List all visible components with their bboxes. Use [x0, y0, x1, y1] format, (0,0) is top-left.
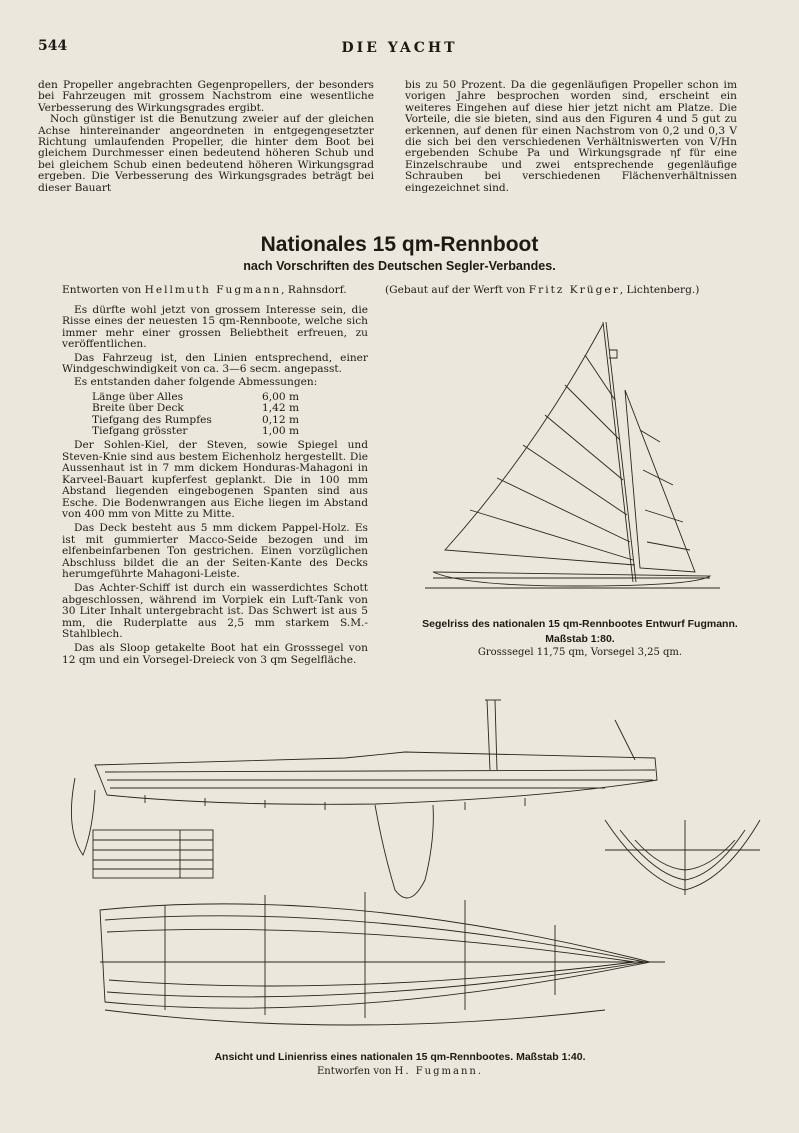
dimension-label: Länge über Alles — [92, 390, 184, 403]
sail-figure-caption: Segelriss des nationalen 15 qm-Rennbootes Entwurf Fugmann. — [422, 618, 738, 630]
dimension-value: 6,00 m — [262, 390, 300, 403]
dimension-value: 1,00 m — [262, 425, 300, 438]
article-paragraph: Das Deck besteht aus 5 mm dickem Pappel-Holz. Es ist mit gummierter Macco-Seide bezogen und im elfenbeinfarbenen Ton gestrichen. Einen vorzüglichen Abschluss bildet die an der Seiten-Kante des Decks herumgeführte Mahagoni-Leiste. — [62, 522, 368, 580]
lines-figure-designer — [150, 1066, 650, 1077]
article-paragraph: Das als Sloop getakelte Boot hat ein Grosssegel von 12 qm und ein Vorsegel-Dreieck von 3 qm Segelfläche. — [62, 642, 368, 666]
builder-credit — [385, 284, 699, 296]
sail-figure-areas: Grosssegel 11,75 qm, Vorsegel 3,25 qm. — [477, 647, 683, 658]
lines-plan-drawing — [45, 680, 765, 1060]
builder-place: , Lichtenberg.) — [619, 284, 700, 296]
designer-credit — [62, 284, 347, 296]
article-paragraph: Das Achter-Schiff ist durch ein wasserdichtes Schott abgeschlossen, während im Vorpiek ein Luft-Tank von 30 Liter Inhalt untergebracht ist. Das Schwert ist aus 5 mm, die Ruderplatte aus 2,5 mm starkem S.M.-Stahlblech. — [62, 582, 368, 640]
sail-figure-scale: Maßstab 1:80. — [545, 633, 615, 645]
article-paragraph: Es entstanden daher folgende Abmessungen: — [74, 376, 318, 389]
lines-designer-prefix: Entworfen von — [316, 1066, 392, 1077]
lines-figure-title: Ansicht und Linienriss eines nationalen 15 qm-Rennbootes. — [214, 1051, 514, 1063]
sail-plan-drawing — [425, 310, 725, 610]
dimension-label: Tiefgang grösster — [92, 425, 188, 438]
page-number: 544 — [38, 38, 68, 54]
intro-left-paragraph: den Propeller angebrachten Gegenpropellers, der besonders bei Fahrzeugen mit grossem Nachstrom eine wesentliche Verbesserung des Wirkungsgrades ergibt. — [38, 79, 374, 114]
intro-left-paragraph: Noch günstiger ist die Benutzung zweier auf der gleichen Achse hintereinander angeordneten in entgegengesetzter Richtung umlaufenden Propeller, die hinter dem Boot bei gleichem Durchmesser einen bedeutend höheren Schub und bei gleichem Schub einen bedeutend höheren Wirkungsgrad ergeben. Die Verbesserung des Wirkungsgrades beträgt bei dieser Bauart — [38, 113, 374, 194]
article-body — [62, 305, 368, 666]
builder-prefix: (Gebaut auf der Werft von — [385, 284, 526, 296]
intro-left-column — [38, 80, 374, 194]
designer-prefix: Entworten von — [62, 284, 142, 296]
article-title: Nationales 15 qm-Rennboot — [260, 233, 539, 256]
dimension-label: Breite über Deck — [92, 402, 184, 415]
dimension-value: 0,12 m — [262, 413, 300, 426]
builder-name: Fritz Krüger — [528, 284, 620, 296]
lines-figure-caption — [150, 1051, 650, 1063]
article-paragraph: Es dürfte wohl jetzt von grossem Interesse sein, die Risse eines der neuesten 15 qm-Rennboote, welche sich immer mehr einer grossen Beliebtheit erfreuen, zu veröffentlichen. — [62, 304, 368, 351]
article-subtitle: nach Vorschriften des Deutschen Segler-Verbandes. — [243, 259, 556, 273]
designer-place: , Rahnsdorf. — [281, 284, 347, 296]
dimension-label: Tiefgang des Rumpfes — [92, 413, 212, 426]
journal-title: DIE YACHT — [341, 40, 458, 56]
dimension-value: 1,42 m — [262, 402, 300, 415]
dimension-row — [92, 403, 299, 414]
lines-figure-scale: Maßstab 1:40. — [516, 1051, 586, 1063]
intro-right-column — [405, 80, 737, 194]
lines-designer-name: H. Fugmann. — [394, 1066, 484, 1077]
intro-right-paragraph: bis zu 50 Prozent. Da die gegenläufigen Propeller schon im vorigen Jahre besprochen worden sind, erscheint ein weiteres Eingehen auf diese hier jetzt nicht am Platze. Die Vorteile, die sie bieten, sind aus den Figuren 4 und 5 gut zu erkennen, auf denen für einen Nachstrom von 0,2 und 0,3 V die sich bei den verschiedenen Verhältniswerten von V/Hn ergebenden Schube Pa und Wirkungsgrade ηf für eine Einzelschraube und zwei entsprechende gegenläufige Schrauben bei verschiedenen Flächenverhältnissen eingezeichnet sind. — [405, 79, 737, 194]
article-paragraph: Das Fahrzeug ist, den Linien entsprechend, einer Windgeschwindigkeit von ca. 3—6 secm. angepasst. — [62, 351, 368, 376]
designer-name: Hellmuth Fugmann — [144, 284, 282, 296]
article-paragraph: Der Sohlen-Kiel, der Steven, sowie Spiegel und Steven-Knie sind aus bestem Eichenholz hergestellt. Die Aussenhaut ist in 7 mm dickem Honduras-Mahagoni in Karveel-Bauart kupferfest geplankt. Die in 100 mm Abstand liegenden eingebogenen Spanten sind aus Esche. Die Bodenwrangen aus Eiche liegen im Abstand von 400 mm von Mitte zu Mitte. — [62, 439, 368, 520]
dimensions-table — [92, 392, 299, 438]
dimension-row — [92, 426, 299, 437]
